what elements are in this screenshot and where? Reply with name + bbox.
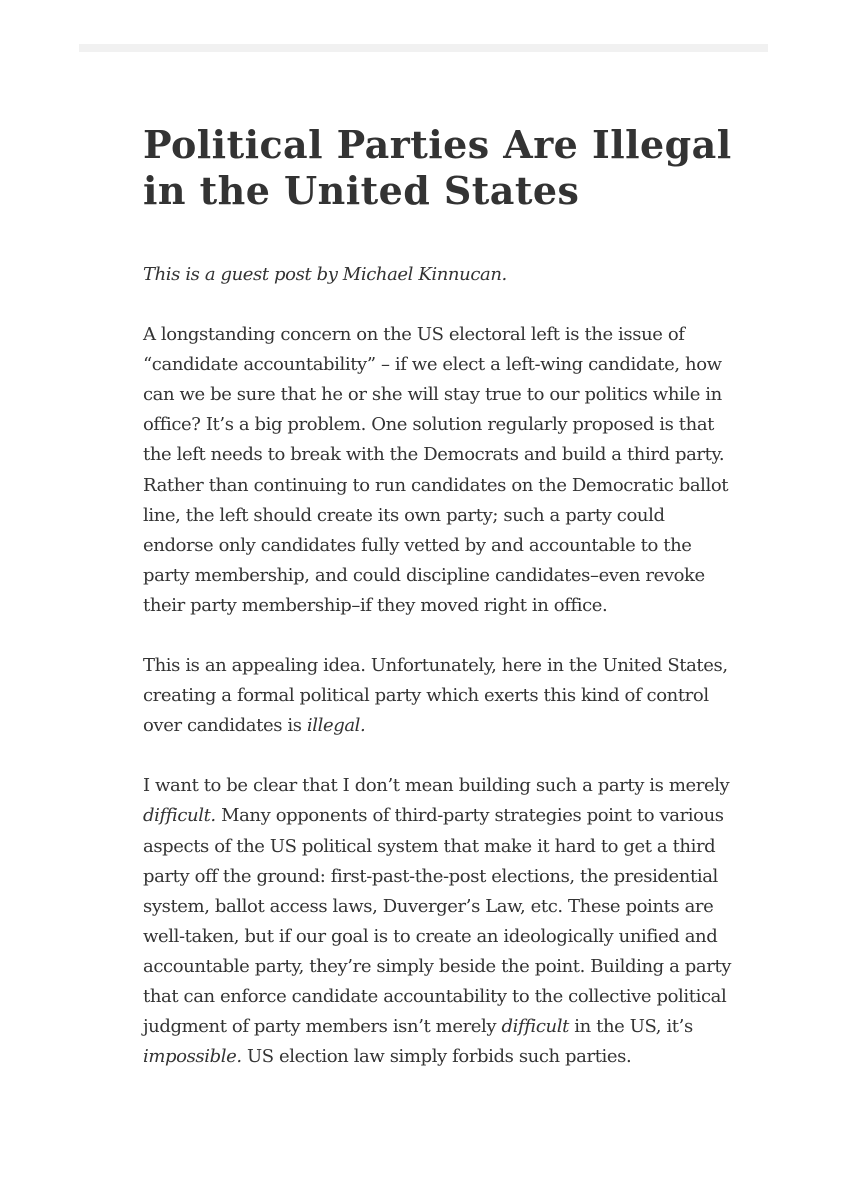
- emphasis-difficult-1: difficult.: [143, 805, 216, 827]
- emphasis-difficult-2: difficult: [501, 1016, 569, 1038]
- article-title: Political Parties Are Illegal in the United States: [143, 122, 732, 213]
- emphasis-impossible: impossible.: [143, 1046, 242, 1068]
- paragraph-3-part-2: Many opponents of third-party strategies point to various aspects of the US political system that make it hard to get a third party off the ground: first-past-the-post elections, the presidential system, ballot access laws, Duverger’s Law, etc. These points are well-taken, but if our goal is to create an ideologically unified and accountable party, they’re simply beside the point. Building a party that can enforce candidate accountability to the collective political judgment of party members isn’t merely: [143, 805, 732, 1038]
- body-paragraph-2: [143, 651, 733, 741]
- paragraph-3-part-4: US election law simply forbids such parties.: [241, 1046, 632, 1068]
- paragraph-3-part-1: I want to be clear that I don’t mean building such a party is merely: [143, 775, 730, 797]
- article-body: [143, 260, 733, 1072]
- guest-post-byline: This is a guest post by Michael Kinnucan.: [143, 264, 507, 285]
- header-divider: [79, 44, 768, 52]
- paragraph-2-text: This is an appealing idea. Unfortunately, here in the United States, creating a formal political party which exerts this kind of control over candidates is: [143, 655, 728, 737]
- paragraph-3-part-3: in the US, it’s: [568, 1016, 693, 1038]
- body-paragraph-3: [143, 771, 733, 1072]
- article: [143, 122, 733, 1102]
- emphasis-illegal: illegal.: [306, 715, 366, 737]
- body-paragraph-1: A longstanding concern on the US electoral left is the issue of “candidate accountability” – if we elect a left-wing candidate, how can we be sure that he or she will stay true to our politics while in office? It’s a big problem. One solution regularly proposed is that the left needs to break with the Democrats and build a third party. Rather than continuing to run candidates on the Democratic ballot line, the left should create its own party; such a party could endorse only candidates fully vetted by and accountable to the party membership, and could discipline candidates–even revoke their party membership–if they moved right in office.: [143, 324, 729, 616]
